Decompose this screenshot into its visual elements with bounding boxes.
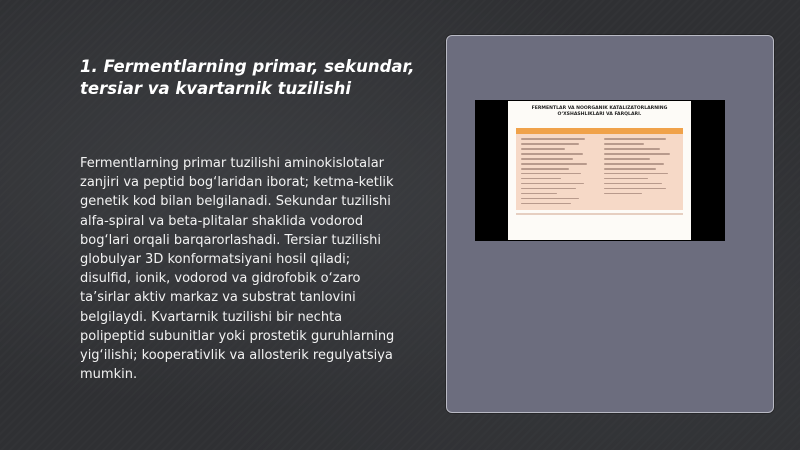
slide-title: 1. Fermentlarning primar, sekundar, tersiar va kvartarnik tuzilishi — [80, 57, 415, 98]
embedded-video-frame[interactable] — [475, 100, 725, 241]
thumbnail-title: FERMENTLAR VA NOORGANIK KATALIZATORLARNING O‘XSHASHLIKLARI VA FARQLARI. — [531, 106, 668, 118]
media-placeholder-panel — [446, 35, 774, 413]
slide-body-text: Fermentlarning primar tuzilishi aminokislotalar zanjiri va peptid bog‘laridan iborat; ketma-ketlik genetik kod bilan belgilanadi. Sekundar tuzilishi alfa-spiral va beta-plitalar shaklida vodorod bog‘lari orqali barqarorlashadi. Tersiar tuzilishi globulyar 3D konformatsiyani hosil qiladi; disulfid, ionik, vodorod va gidrofobik o‘zaro ta’sirlar aktiv markaz va substrat tanlovini belgilaydi. Kvartarnik tuzilishi bir nechta polipeptid subunitlar yoki prostetik guruhlarning yig‘ilishi; kooperativlik va allosterik regulyatsiya mumkin. — [80, 156, 395, 383]
thumbnail-table-left-column — [521, 138, 595, 208]
thumbnail-table — [516, 134, 683, 210]
video-thumbnail — [508, 101, 691, 240]
thumbnail-footer-line — [516, 213, 683, 215]
thumbnail-table-right-column — [604, 138, 678, 198]
